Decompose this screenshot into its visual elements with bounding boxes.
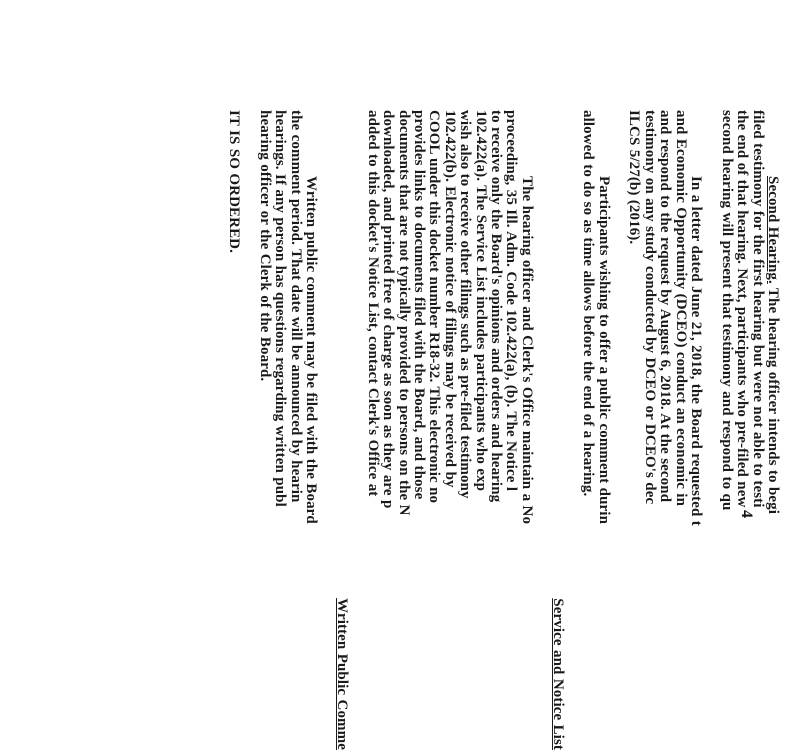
- text-line: provides links to documents filed with the Board, and those: [411, 110, 428, 500]
- second-hearing-paragraph: [765, 110, 780, 670]
- dceo-letter-paragraph: [626, 110, 703, 670]
- written-comment-paragraph: [257, 110, 319, 670]
- text-line: COOL under this docket number R18-32. This electronic no: [426, 110, 443, 504]
- text-line: 102.422(a). The Service List includes participants who exp: [472, 110, 489, 492]
- text-line: the end of that hearing. Next, participants who pre-filed new: [734, 110, 751, 508]
- text-line: the comment period. That date will be announced by hearin: [287, 110, 304, 503]
- text-line: added to this docket's Notice List, contact Clerk's Office at: [364, 110, 381, 497]
- text-line: allowed to do so as time allows before the end of a hearing.: [580, 110, 597, 497]
- text-line: documents that are not typically provided to persons on the N: [395, 110, 412, 516]
- page-number: 4: [738, 510, 755, 518]
- text-run: The hearing officer intends to begi: [765, 283, 781, 515]
- text-line: to receive only the Board's opinions and orders and hearing: [487, 110, 504, 503]
- text-line: hearings. If any person has questions regarding written publ: [272, 110, 289, 507]
- text-line: In a letter dated June 21, 2018, the Board requested t: [688, 176, 705, 526]
- rotated-document-page: [60, 110, 781, 750]
- text-line: Written public comment may be filed with the Board: [303, 176, 320, 524]
- closing-paragraph: [226, 110, 241, 670]
- text-line: second hearing will present that testimony and respond to qu: [718, 110, 735, 511]
- text-line: wish also to receive other filings such as pre-filed testimony: [457, 110, 474, 499]
- text-line: hearing officer or the Clerk of the Board.: [257, 110, 274, 382]
- service-list-paragraph: [364, 110, 533, 670]
- public-comment-participants-paragraph: [580, 110, 611, 670]
- second-hearing-continuation: [718, 110, 764, 670]
- text-line: The hearing officer and Clerk's Office maintain a No: [518, 176, 535, 525]
- written-public-comment-heading: Written Public Comme: [334, 598, 351, 750]
- text-line: and respond to the request by August 6, 2018. At the second: [657, 110, 674, 503]
- second-hearing-heading: Second Hearing.: [765, 176, 781, 284]
- text-line: and Economic Opportunity (DCEO) conduct an economic in: [672, 110, 689, 507]
- text-line: downloaded, and printed free of charge as soon as they are p: [380, 110, 397, 509]
- text-line: [765, 176, 780, 670]
- text-line: filed testimony for the first hearing but were not able to testi: [749, 110, 766, 508]
- text-line: proceeding, 35 Ill. Adm. Code 102.422(a), (b). The Notice l: [503, 110, 520, 492]
- text-line: 102.422(b). Electronic notice of filings may be received by: [441, 110, 458, 488]
- text-line: ILCS 5/27(b) (2016).: [626, 110, 643, 245]
- text-line: testimony on any study conducted by DCEO or DCEO's dec: [641, 110, 658, 505]
- service-notice-list-heading: Service and Notice List: [549, 598, 566, 750]
- it-is-so-ordered: IT IS SO ORDERED.: [226, 110, 243, 253]
- text-line: Participants wishing to offer a public comment durin: [595, 176, 612, 525]
